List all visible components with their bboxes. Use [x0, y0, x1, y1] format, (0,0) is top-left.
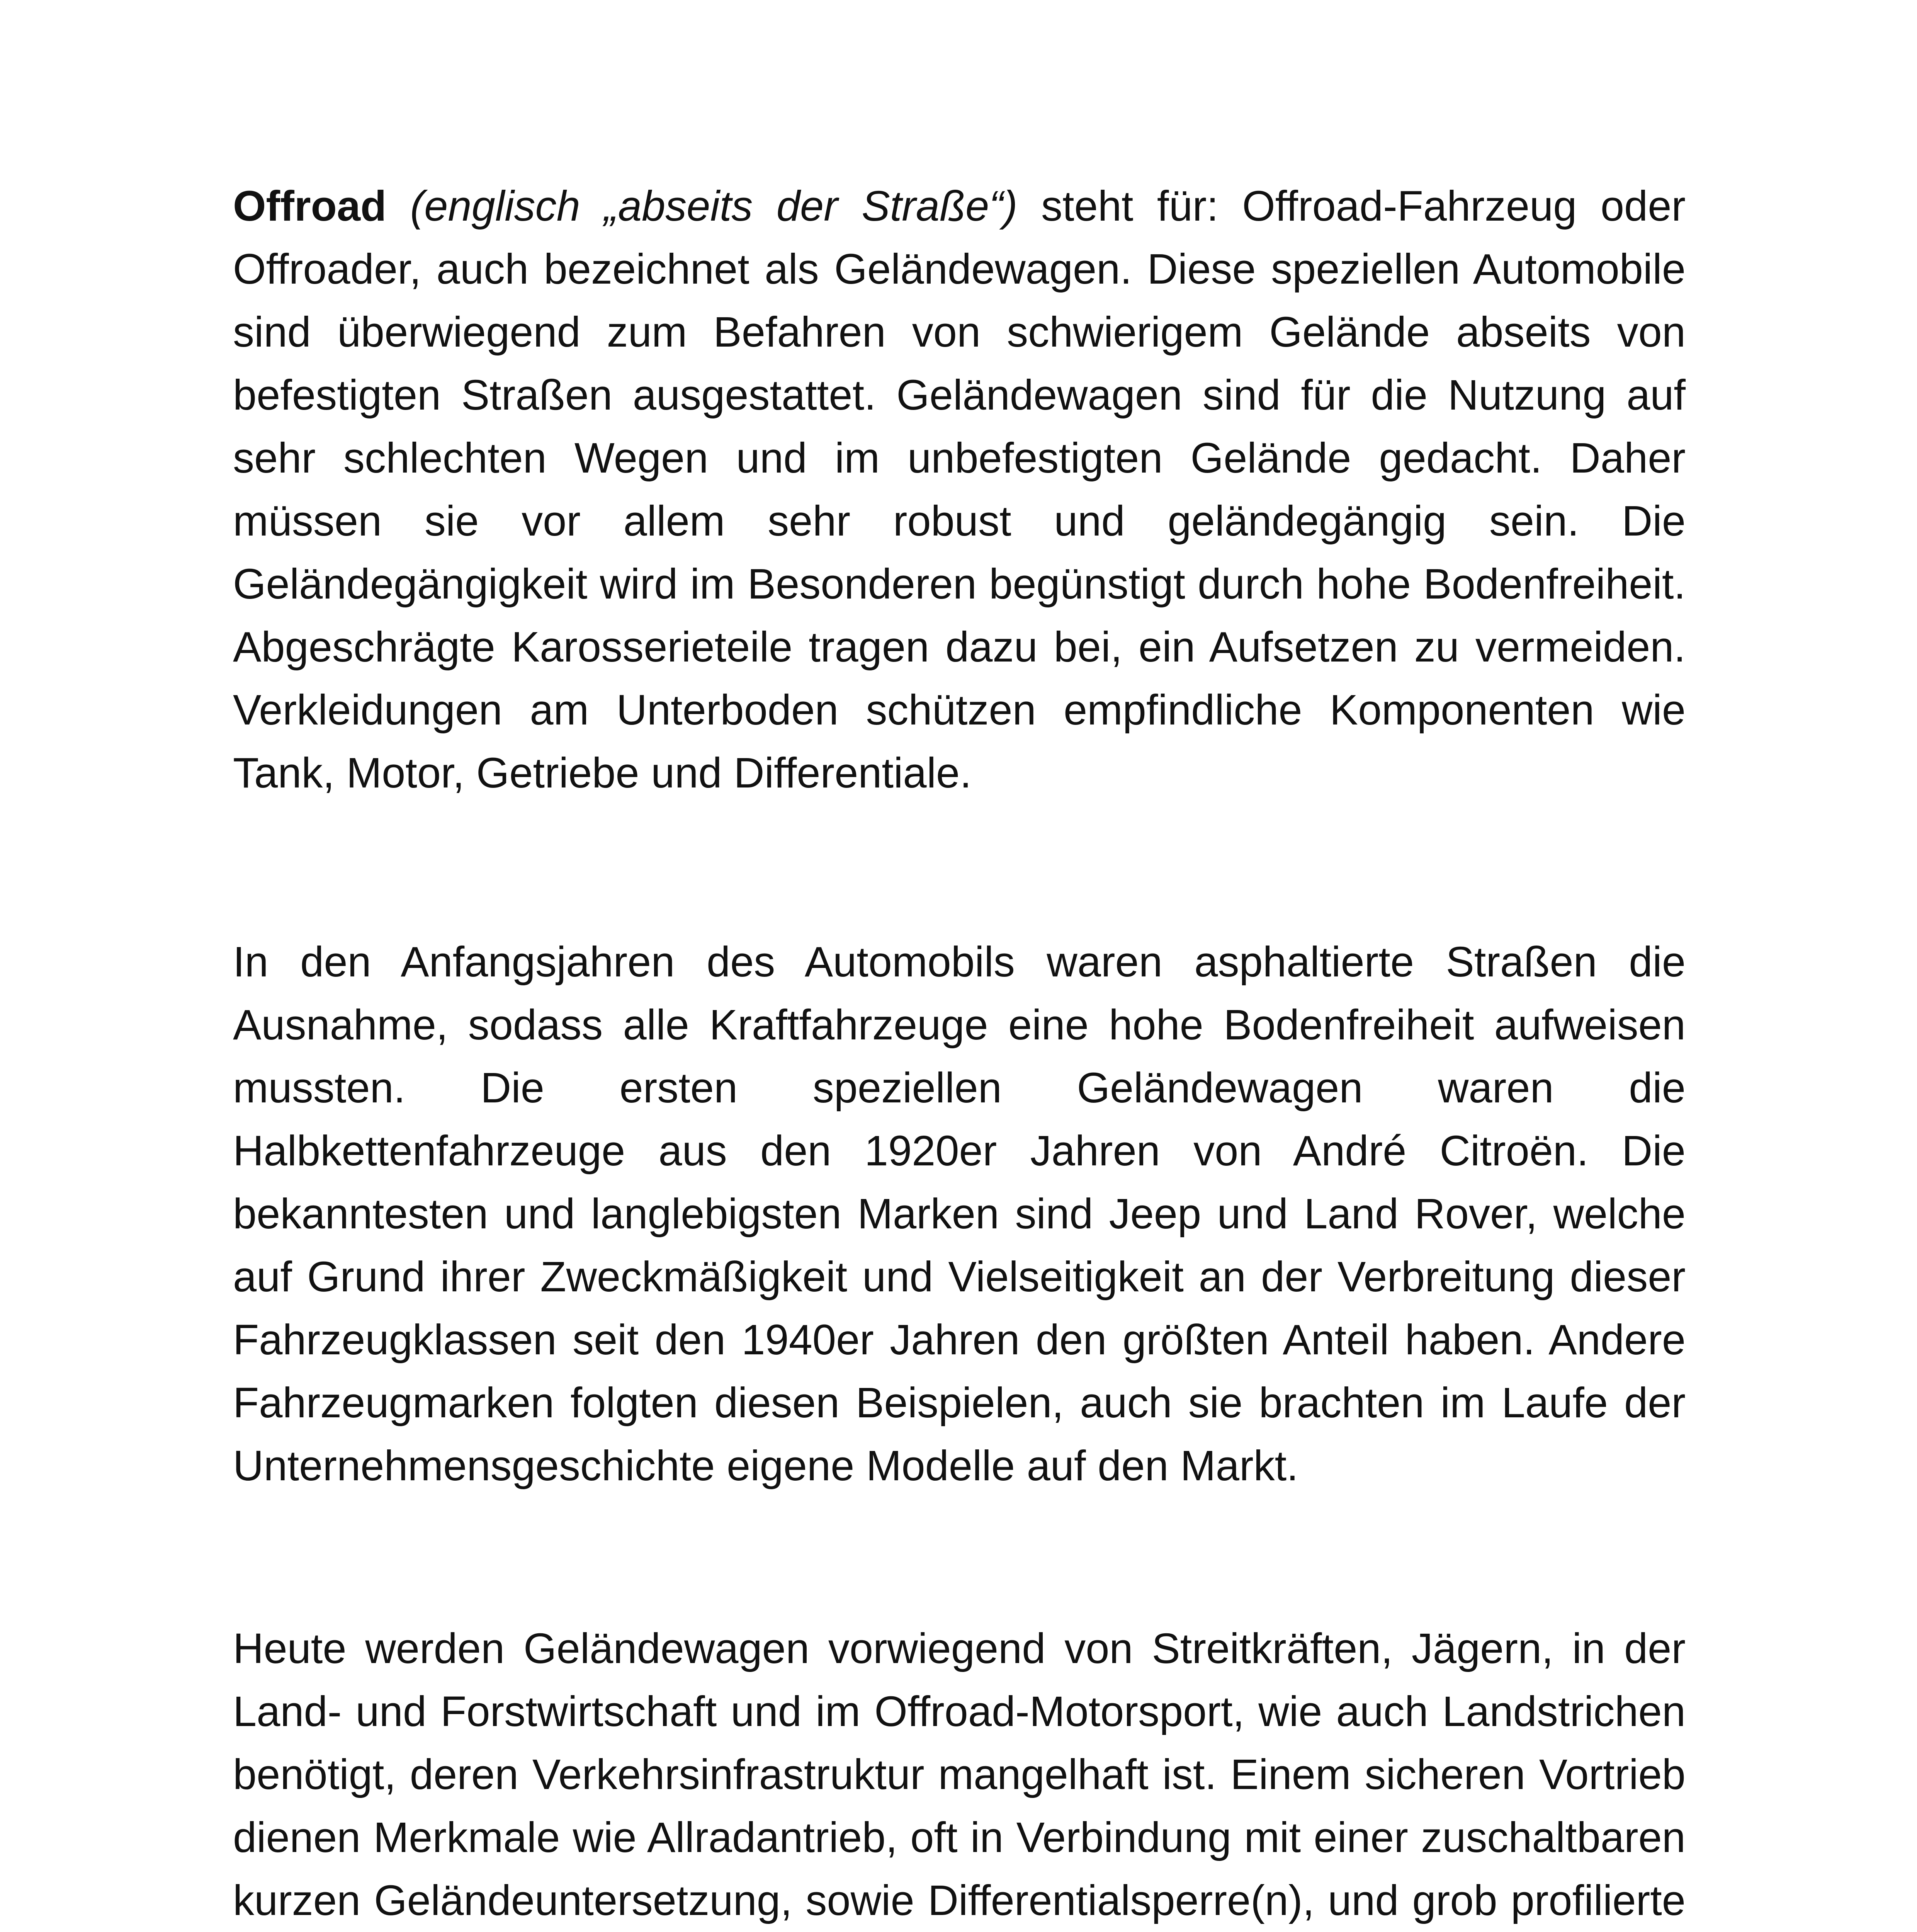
paragraph-usage: [233, 1617, 1686, 1932]
paragraph-body: Heute werden Geländewagen vorwiegend von Streitkräften, Jägern, in der Land- und Forstwirtschaft und im Offroad-Motorsport, wie auch Landstrichen benötigt, deren Verkehrsinfrastruktur mangelhaft ist. Einem sicheren Vortrieb dienen Merkmale wie Allradantrieb, oft in Verbindung mit einer zuschaltbaren kurzen Geländeuntersetzung, sowie Differentialsperre(n), und grob profilierte: [233, 1625, 1686, 1924]
paragraph-text: [233, 175, 1686, 804]
paragraph-offroad-definition: [233, 175, 1686, 804]
paragraph-body: steht für: Offroad-Fahrzeug oder Offroader, auch bezeichnet als Geländewagen. Diese speziellen Automobile sind überwiegend zum Befahren von schwierigem Gelände abseits von befestigten Straßen ausgestattet. Geländewagen sind für die Nutzung auf sehr schlechten Wegen und im unbefestigten Gelände gedacht. Daher müssen sie vor allem sehr robust und geländegängig sein. Die Geländegängigkeit wird im Besonderen begünstigt durch hohe Bodenfreiheit. Abgeschrägte Karosserieteile tragen dazu bei, ein Aufsetzen zu vermeiden. Verkleidungen am Unterboden schützen empfindliche Komponenten wie Tank, Motor, Getriebe und Differentiale.: [233, 182, 1686, 797]
term-translation: (englisch „abseits der Straße“): [410, 182, 1018, 230]
paragraph-body: In den Anfangsjahren des Automobils waren asphaltierte Straßen die Ausnahme, sodass alle Kraftfahrzeuge eine hohe Bodenfreiheit aufweisen mussten. Die ersten speziellen Geländewagen waren die Halbkettenfahrzeuge aus den 1920er Jahren von André Citroën. Die bekanntesten und langlebigsten Marken sind Jeep und Land Rover, welche auf Grund ihrer Zweckmäßigkeit und Vielseitigkeit an der Verbreitung dieser Fahrzeugklassen seit den 1940er Jahren den größten Anteil haben. Andere Fahrzeugmarken folgten diesen Beispielen, auch sie brachten im Laufe der Unternehmensgeschichte eigene Modelle auf den Markt.: [233, 938, 1686, 1490]
term-offroad: Offroad: [233, 182, 387, 230]
paragraph-history: [233, 930, 1686, 1497]
